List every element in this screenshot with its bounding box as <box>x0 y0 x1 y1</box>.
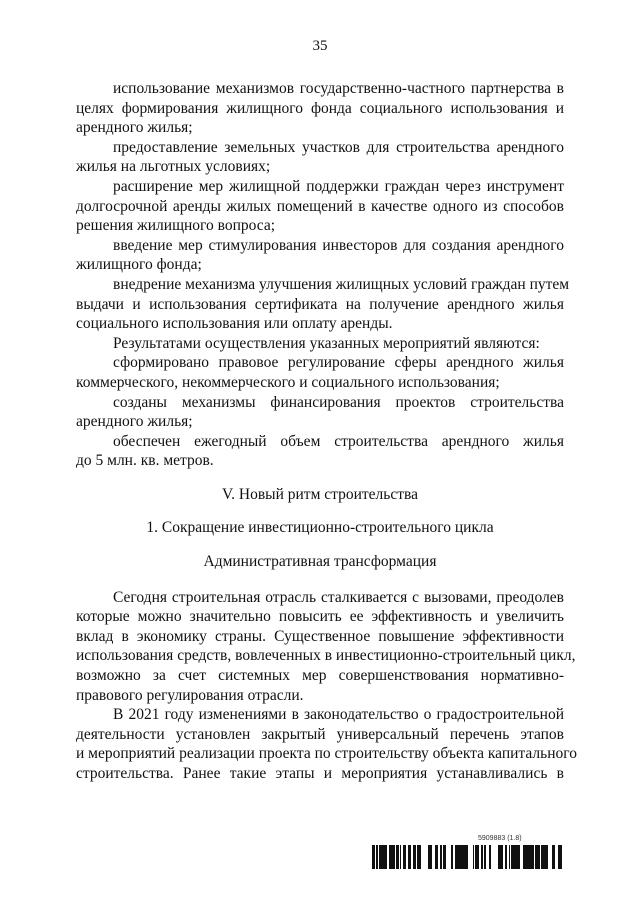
section-heading: V. Новый ритм строительства <box>221 485 419 503</box>
text-line: деятельности установлен закрытый универсальный перечень этапов <box>76 725 564 743</box>
body-text <box>76 79 577 784</box>
barcode-bar <box>431 845 432 869</box>
barcode-bar <box>531 845 532 869</box>
barcode-bar <box>417 845 418 869</box>
barcode-bar <box>536 845 538 869</box>
barcode-bar <box>384 845 386 869</box>
barcode-bar <box>498 845 499 869</box>
barcode-bar <box>558 845 559 869</box>
text-line: жилья на льготных условиях; <box>76 158 271 176</box>
text-line: обеспечен ежегодный объем строительства арендного жилья <box>113 432 564 450</box>
barcode-bar <box>397 845 399 869</box>
barcode-bar <box>509 845 510 869</box>
barcode-bar <box>527 845 528 869</box>
text-line: созданы механизмы финансирования проектов строительства <box>113 393 564 411</box>
text-line: строительства. Ранее такие этапы и мероприятия устанавливались в <box>76 765 564 782</box>
barcode-bar <box>552 845 554 869</box>
barcode-bar <box>445 845 446 869</box>
text-line: долгосрочной аренды жилых помещений в качестве одного из способов <box>76 197 564 215</box>
barcode-bar <box>459 845 460 869</box>
barcode-bar <box>458 845 459 869</box>
barcode-bar <box>379 845 381 869</box>
barcode-bar <box>532 845 533 869</box>
barcode-bar <box>519 845 520 869</box>
text-line: Сегодня строительная отрасль сталкивается с вызовами, преодолев <box>113 588 564 606</box>
barcode-bar <box>535 845 536 869</box>
barcode-bar <box>511 845 513 869</box>
barcode-bar <box>373 845 374 869</box>
barcode-bar <box>533 845 534 869</box>
section-heading: 1. Сокращение инвестиционно-строительного цикла <box>146 519 494 537</box>
barcode-bar <box>541 845 543 869</box>
barcode-bar <box>538 845 539 869</box>
text-line: жилищного фонда; <box>76 256 202 274</box>
barcode-bar <box>464 845 466 869</box>
barcode-bar <box>559 845 560 869</box>
barcode-bar <box>419 845 421 869</box>
text-line: арендного жилья; <box>76 413 193 431</box>
barcode-bar <box>543 845 545 869</box>
text-line: предоставление земельных участков для строительства арендного <box>113 138 564 156</box>
barcode-bar <box>382 845 384 869</box>
text-line: социального использования или оплату аренды. <box>76 315 393 333</box>
barcode <box>372 845 564 869</box>
barcode-bar <box>505 845 507 869</box>
barcode-bar <box>376 845 378 869</box>
barcode-bar <box>478 845 479 869</box>
barcode-bar <box>517 845 519 869</box>
barcode-bar <box>463 845 464 869</box>
barcode-bar <box>539 845 540 869</box>
barcode-bar <box>403 845 404 869</box>
barcode-bar <box>499 845 501 869</box>
barcode-bar <box>481 845 483 869</box>
barcode-bar <box>400 845 401 869</box>
barcode-bar <box>501 845 503 869</box>
barcode-bar <box>413 845 415 869</box>
barcode-bar <box>477 845 478 869</box>
text-line: внедрение механизма улучшения жилищных условий граждан путем <box>113 275 570 293</box>
barcode-bar <box>392 845 393 869</box>
barcode-bar <box>530 845 531 869</box>
text-line: решения жилищного вопроса; <box>76 217 276 235</box>
text-line: Результатами осуществления указанных мероприятий являются: <box>113 334 540 352</box>
text-line: В 2021 году изменениями в законодательство о градостроительной <box>113 706 564 724</box>
barcode-bar <box>546 845 548 869</box>
barcode-bar <box>455 845 457 869</box>
vertical-gap <box>76 504 564 518</box>
text-line: правового регулирования отрасли. <box>76 686 304 704</box>
barcode-bar <box>372 845 373 869</box>
barcode-bar <box>408 845 409 869</box>
barcode-bar <box>515 845 516 869</box>
barcode-bar <box>525 845 527 869</box>
barcode-bar <box>430 845 431 869</box>
barcode-bar <box>436 845 438 869</box>
barcode-bar <box>554 845 555 869</box>
barcode-bar <box>466 845 467 869</box>
barcode-bar <box>389 845 390 869</box>
barcode-bar <box>404 845 406 869</box>
barcode-bar <box>516 845 517 869</box>
barcode-bar <box>461 845 463 869</box>
document-code: 5909883 (1.8) <box>478 835 522 842</box>
barcode-bar <box>386 845 387 869</box>
text-line: использование механизмов государственно-частного партнерства в <box>113 80 564 97</box>
text-line: выдачи и использования сертификата на получение арендного жилья <box>76 295 564 313</box>
text-line: вклад в экономику страны. Существенное повышение эффективности <box>76 627 564 645</box>
text-line: расширение мер жилищной поддержки граждан через инструмент <box>113 177 564 195</box>
vertical-gap <box>76 572 564 588</box>
barcode-bar <box>528 845 530 869</box>
barcode-bar <box>443 845 445 869</box>
barcode-bar <box>513 845 515 869</box>
barcode-bar <box>476 845 477 869</box>
barcode-bar <box>396 845 397 869</box>
barcode-bar <box>410 845 411 869</box>
barcode-bar <box>473 845 474 869</box>
text-line: введение мер стимулирования инвесторов для создания арендного <box>113 236 564 254</box>
barcode-bar <box>467 845 468 869</box>
barcode-bar <box>415 845 416 869</box>
barcode-bar <box>484 845 486 869</box>
text-line: коммерческого, некоммерческого и социального использования; <box>76 373 500 391</box>
barcode-bar <box>374 845 375 869</box>
barcode-bar <box>560 845 562 869</box>
vertical-gap <box>76 471 564 485</box>
text-line: использования средств, вовлеченных в инвестиционно-строительный цикл, <box>76 647 576 665</box>
text-line: арендного жилья; <box>76 119 193 137</box>
vertical-gap <box>76 538 564 552</box>
section-heading: Административная трансформация <box>203 553 437 571</box>
barcode-bar <box>460 845 461 869</box>
page-number: 35 <box>312 38 328 54</box>
text-line: целях формирования жилищного фонда социального использования и <box>76 99 564 117</box>
barcode-bar <box>451 845 452 869</box>
barcode-bar <box>489 845 491 869</box>
barcode-bar <box>435 845 436 869</box>
barcode-bar <box>475 845 476 869</box>
barcode-bar <box>428 845 430 869</box>
barcode-bar <box>523 845 525 869</box>
barcode-bar <box>457 845 458 869</box>
text-line: возможно за счет системных мер совершенствования нормативно- <box>76 667 564 685</box>
barcode-bar <box>381 845 382 869</box>
barcode-bar <box>393 845 395 869</box>
text-line: до 5 млн. кв. метров. <box>76 452 214 470</box>
barcode-bar <box>545 845 546 869</box>
text-line: сформировано правовое регулирование сферы арендного жилья <box>113 354 564 372</box>
barcode-bar <box>452 845 453 869</box>
text-line: которые можно значительно повысить ее эффективность и увеличить <box>76 608 564 626</box>
barcode-bar <box>440 845 442 869</box>
barcode-bar <box>409 845 410 869</box>
barcode-bar <box>418 845 419 869</box>
barcode-bar <box>390 845 392 869</box>
text-line: и мероприятий реализации проекта по строительству объекта капитального <box>76 745 577 763</box>
